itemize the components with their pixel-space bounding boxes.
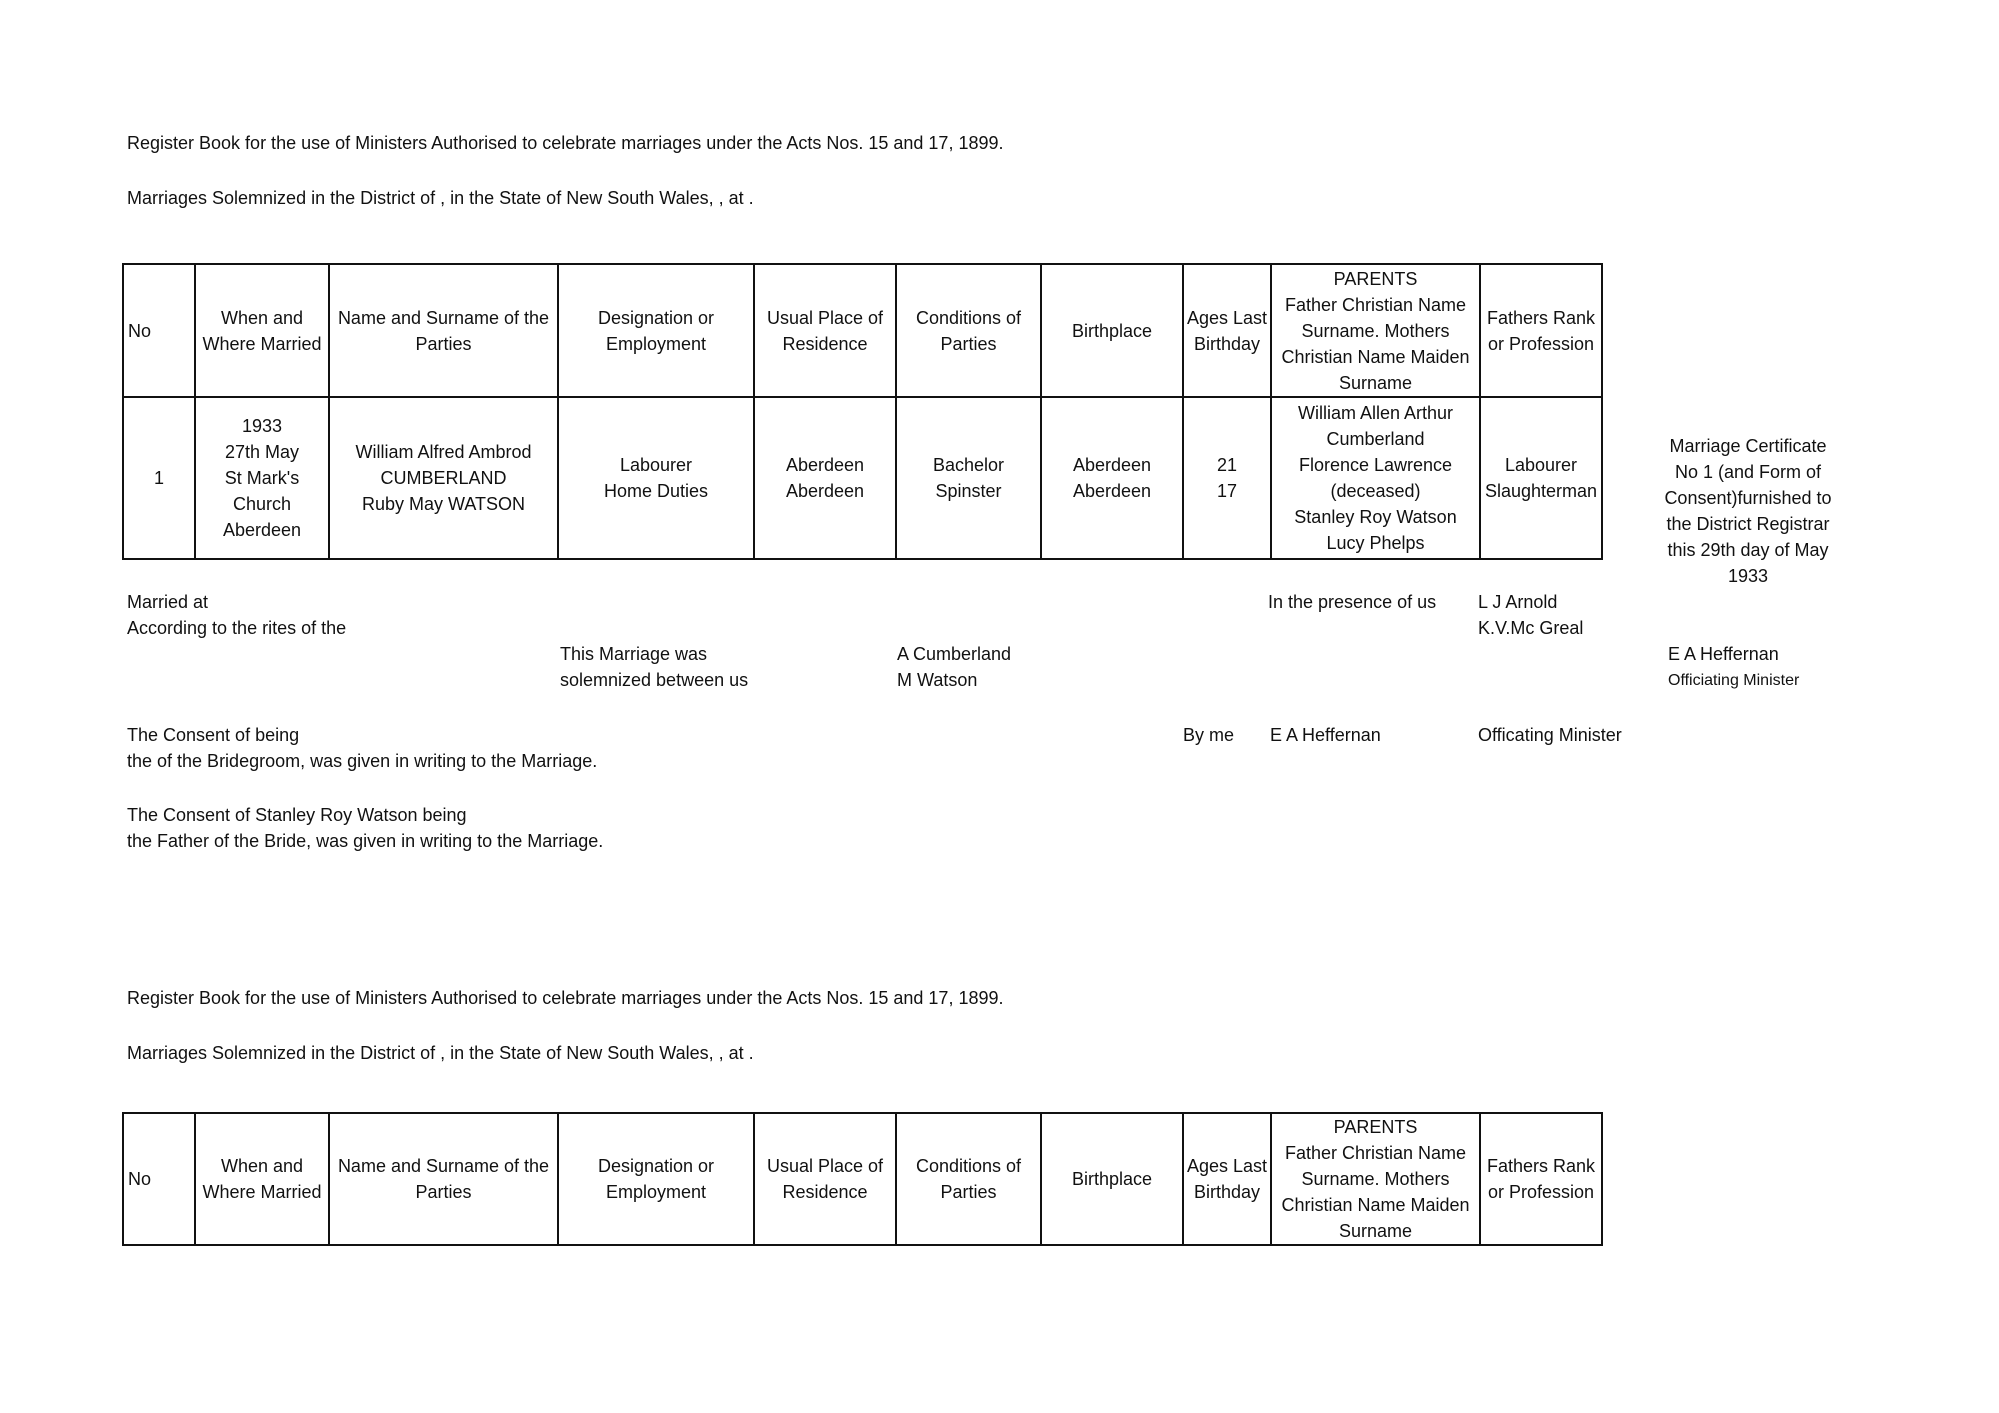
married-at-label: Married at [127, 592, 209, 612]
entry-fathers-rank: Labourer Slaughterman [1480, 397, 1602, 559]
entry-ages: 21 17 [1183, 397, 1271, 559]
certificate-note: Marriage Certificate No 1 (and Form of Consent)furnished to the District Registrar this 29th day of May 1933 [1664, 436, 1832, 586]
rites-label: According to the rites of the [127, 618, 347, 638]
header-residence: Usual Place of Residence [754, 264, 896, 397]
district-subheading-1: Marriages Solemnized in the District of , in the State of New South Wales, , at . [127, 188, 754, 208]
by-me-name: E A Heffernan [1270, 725, 1381, 745]
header-name-surname: Name and Surname of the Parties [329, 1113, 558, 1245]
header-residence: Usual Place of Residence [754, 1113, 896, 1245]
header-birthplace: Birthplace [1041, 1113, 1183, 1245]
minister-name: E A Heffernan [1668, 644, 1779, 664]
register-heading-2: Register Book for the use of Ministers Authorised to celebrate marriages under the Acts Nos. 15 and 17, 1899. [127, 988, 1004, 1008]
consent-2-line1: The Consent of Stanley Roy Watson being [127, 805, 467, 825]
table-row [123, 397, 1602, 559]
header-fathers-rank: Fathers Rank or Profession [1480, 264, 1602, 397]
register-heading-1: Register Book for the use of Ministers Authorised to celebrate marriages under the Acts Nos. 15 and 17, 1899. [127, 133, 1004, 153]
officiating-label: Officating Minister [1478, 725, 1622, 745]
consent-1-line2: the of the Bridegroom, was given in writing to the Marriage. [127, 751, 598, 771]
presence-label: In the presence of us [1268, 592, 1437, 612]
party-signature-2: M Watson [897, 670, 978, 690]
header-conditions: Conditions of Parties [896, 264, 1041, 397]
entry-birthplace: Aberdeen Aberdeen [1041, 397, 1183, 559]
header-designation: Designation or Employment [558, 264, 754, 397]
marriage-register-table-2 [122, 1112, 1603, 1246]
witness-2: K.V.Mc Greal [1478, 618, 1584, 638]
header-parents: PARENTS Father Christian Name Surname. Mothers Christian Name Maiden Surname [1271, 1113, 1480, 1245]
header-ages: Ages Last Birthday [1183, 1113, 1271, 1245]
solemnized-label-line1: This Marriage was [560, 644, 708, 664]
header-when-where: When and Where Married [195, 1113, 329, 1245]
entry-designation: Labourer Home Duties [558, 397, 754, 559]
table-header-row [123, 264, 1602, 397]
header-designation: Designation or Employment [558, 1113, 754, 1245]
by-me-label: By me [1183, 725, 1235, 745]
entry-no: 1 [123, 397, 195, 559]
header-name-surname: Name and Surname of the Parties [329, 264, 558, 397]
district-subheading-2: Marriages Solemnized in the District of , in the State of New South Wales, , at . [127, 1043, 754, 1063]
header-ages: Ages Last Birthday [1183, 264, 1271, 397]
header-no: No [123, 1113, 195, 1245]
consent-2-line2: the Father of the Bride, was given in writing to the Marriage. [127, 831, 604, 851]
entry-when-where: 1933 27th May St Mark's Church Aberdeen [195, 397, 329, 559]
header-parents: PARENTS Father Christian Name Surname. Mothers Christian Name Maiden Surname [1271, 264, 1480, 397]
minister-title: Officiating Minister [1668, 672, 1800, 689]
entry-conditions: Bachelor Spinster [896, 397, 1041, 559]
header-fathers-rank: Fathers Rank or Profession [1480, 1113, 1602, 1245]
marriage-register-table-1 [122, 263, 1603, 560]
consent-1-line1: The Consent of being [127, 725, 300, 745]
entry-parents: William Allen Arthur Cumberland Florence Lawrence (deceased) Stanley Roy Watson Lucy Phelps [1271, 397, 1480, 559]
header-no: No [123, 264, 195, 397]
header-when-where: When and Where Married [195, 264, 329, 397]
table-header-row [123, 1113, 1602, 1245]
witness-1: L J Arnold [1478, 592, 1558, 612]
header-birthplace: Birthplace [1041, 264, 1183, 397]
solemnized-label-line2: solemnized between us [560, 670, 749, 690]
entry-residence: Aberdeen Aberdeen [754, 397, 896, 559]
header-conditions: Conditions of Parties [896, 1113, 1041, 1245]
party-signature-1: A Cumberland [897, 644, 1012, 664]
entry-names: William Alfred Ambrod CUMBERLAND Ruby May WATSON [329, 397, 558, 559]
